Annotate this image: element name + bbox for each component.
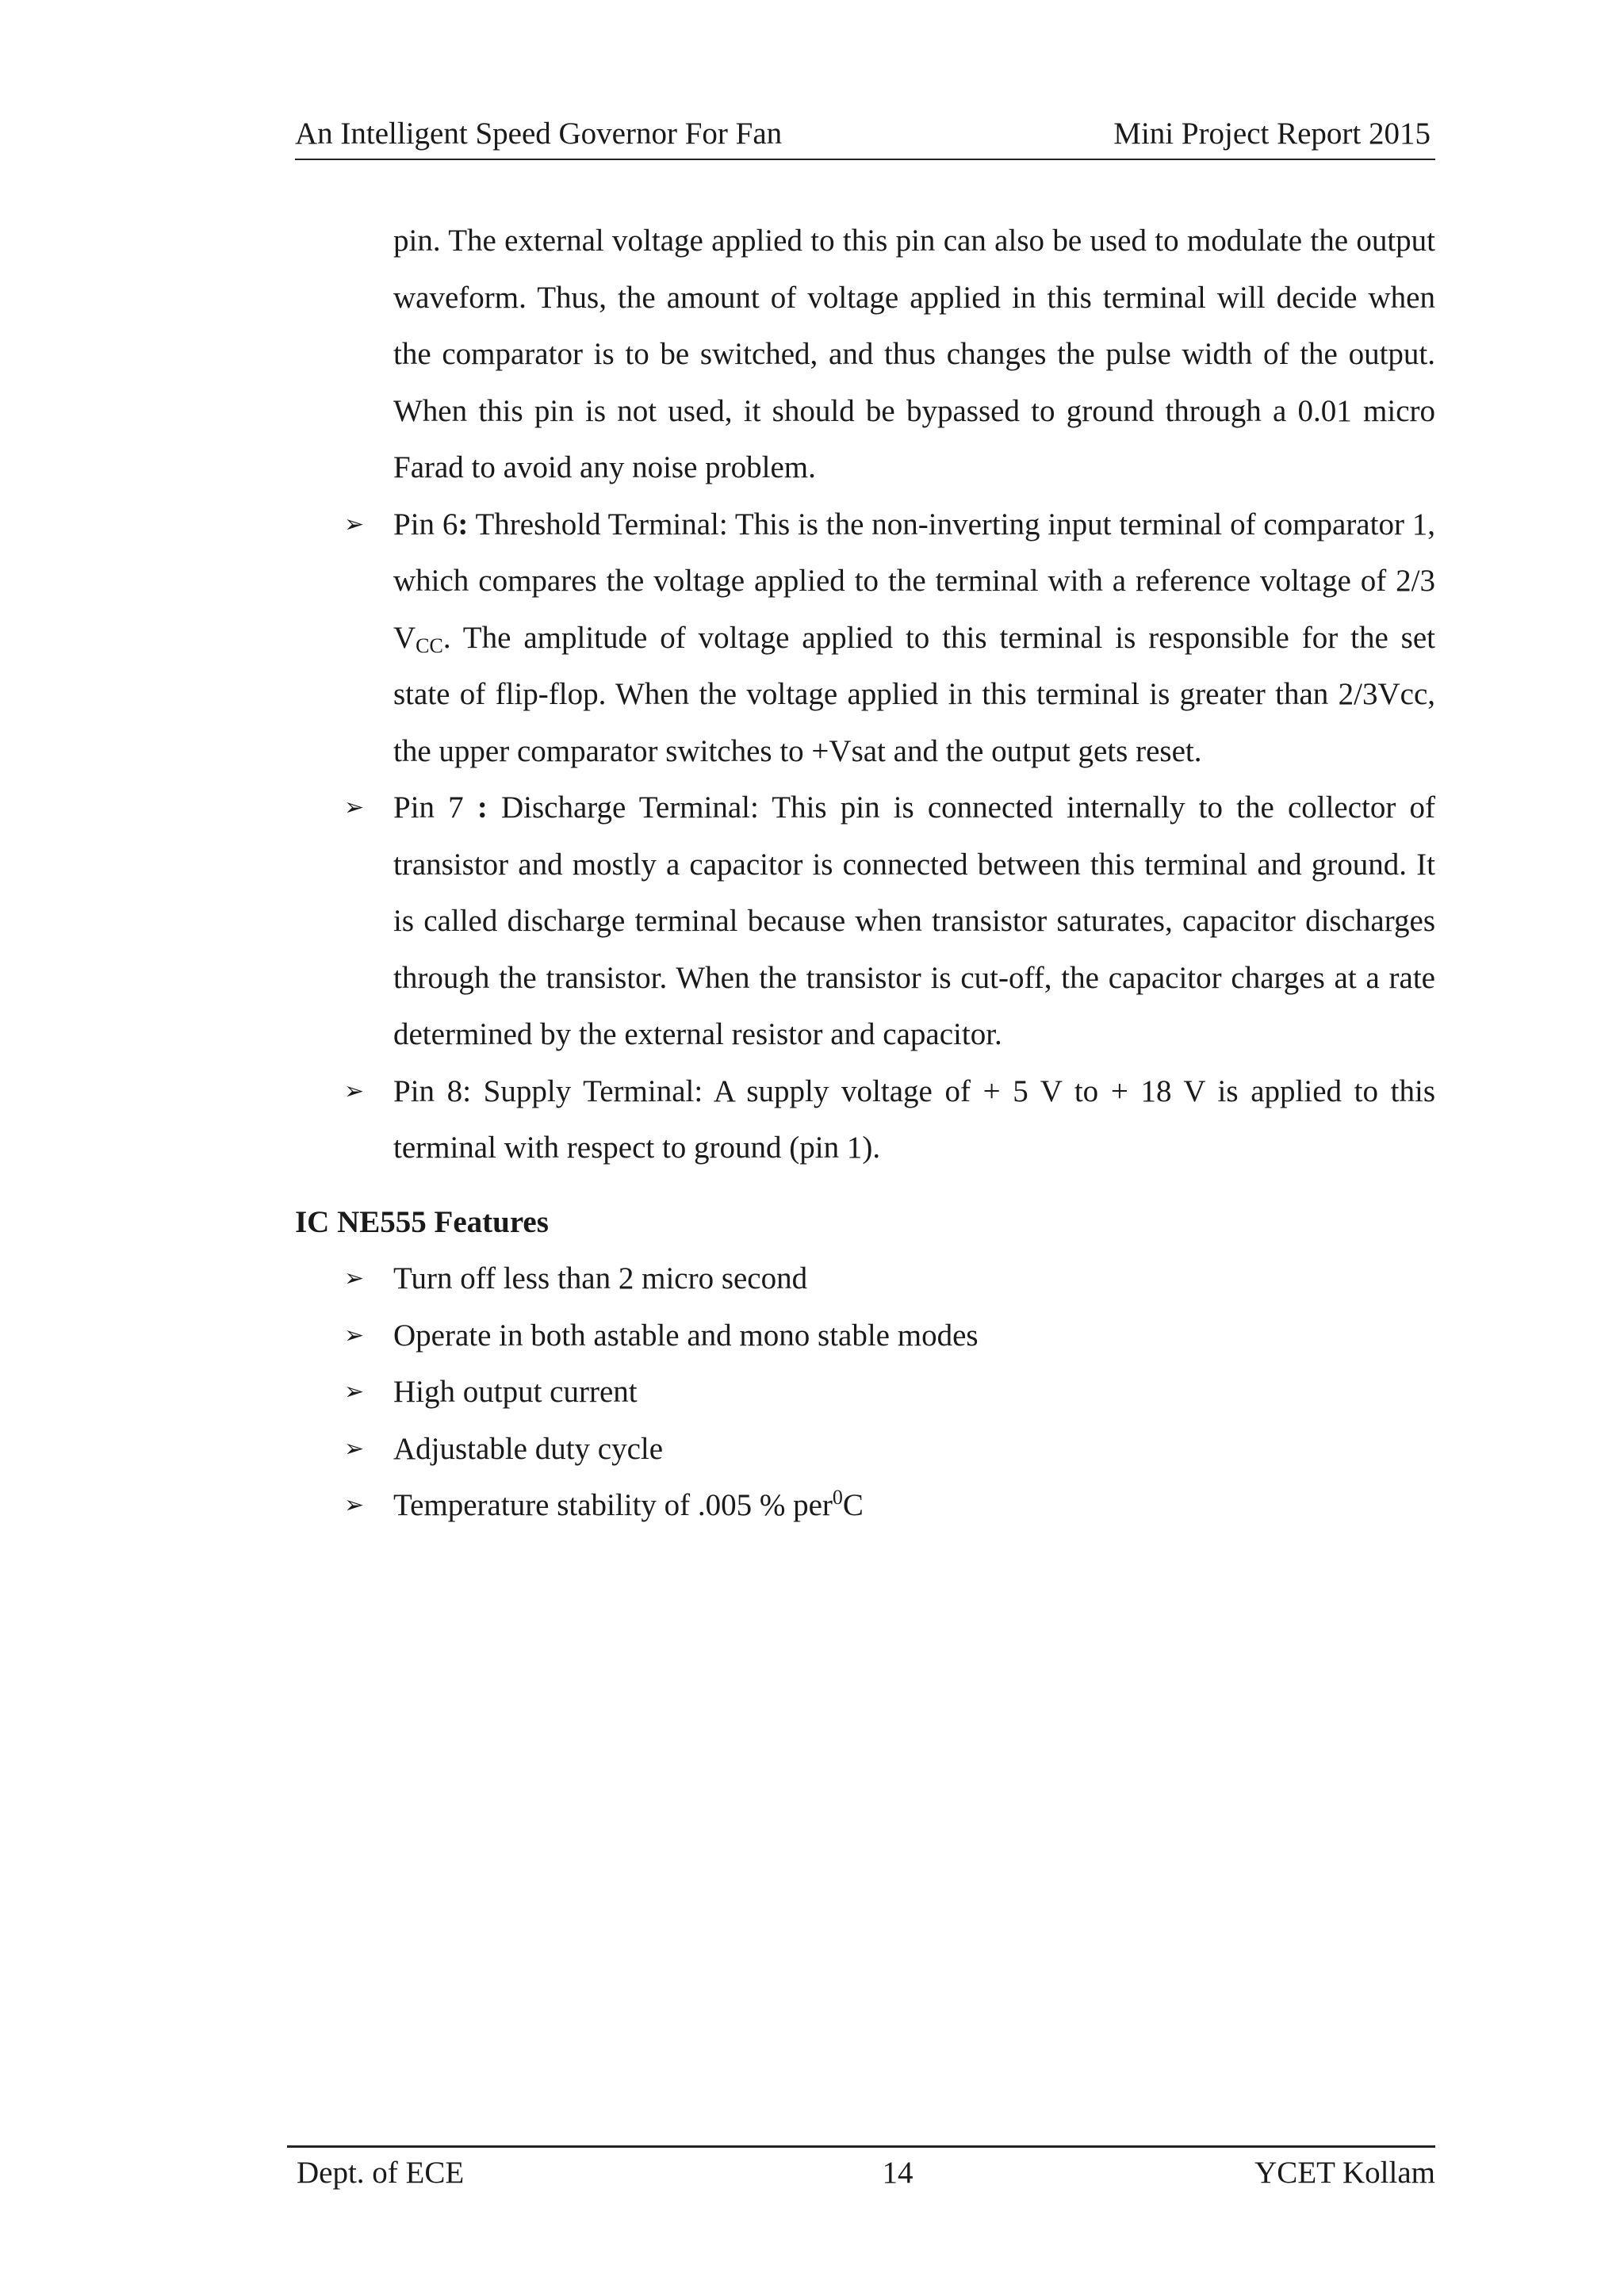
pin-6-text-b: . The amplitude of voltage applied to this terminal is responsible for the set state of flip-flop. When the voltage applied in this terminal is greater than 2/3Vcc, the upper comparator switches to +Vsat and the output gets reset. (393, 620, 1435, 768)
feature-item (295, 1250, 1435, 1307)
pin-8-item (295, 1063, 1435, 1177)
feature-text: Adjustable duty cycle (393, 1431, 664, 1466)
header-report: Mini Project Report 2015 (1113, 117, 1431, 151)
pin-8-label: Pin 8 (393, 1073, 463, 1108)
pin-6-colon: : (458, 507, 469, 541)
arrow-bullet-icon: ➢ (344, 1491, 365, 1519)
pin-7-label: Pin 7 (393, 790, 477, 825)
arrow-bullet-icon: ➢ (344, 1378, 365, 1406)
footer-department: Dept. of ECE (297, 2156, 465, 2190)
features-heading: IC NE555 Features (295, 1204, 549, 1239)
feature-item (295, 1364, 1435, 1421)
footer-college: YCET Kollam (1254, 2156, 1435, 2190)
pin-6-item (295, 496, 1435, 780)
feature-unit: C (842, 1488, 864, 1522)
pin-7-text: Discharge Terminal: This pin is connected internally to the collector of transistor and mostly a capacitor is connected between this terminal and ground. It is called discharge terminal because when transistor saturates, capacitor discharges through the transistor. When the transistor is cut-off, the capacitor charges at a rate determined by the external resistor and capacitor. (393, 790, 1435, 1051)
pin-6-label: Pin 6 (393, 507, 458, 541)
page-body (295, 212, 1435, 1534)
arrow-bullet-icon: ➢ (344, 1265, 365, 1292)
header-title: An Intelligent Speed Governor For Fan (295, 117, 783, 151)
page-footer (287, 2145, 1435, 2195)
feature-text: Temperature stability of .005 % per (393, 1488, 833, 1522)
pin-7-item (295, 779, 1435, 1063)
page-header (295, 116, 1435, 160)
feature-item-temperature (295, 1477, 1435, 1534)
intro-paragraph: pin. The external voltage applied to this pin can also be used to modulate the output waveform. Thus, the amount of voltage applied in this terminal will decide when the comparator is to be switched, and thus changes the pulse width of the output. When this pin is not used, it should be bypassed to ground through a 0.01 micro Farad to avoid any noise problem. (393, 224, 1435, 484)
arrow-bullet-icon: ➢ (344, 1321, 365, 1349)
feature-text: Operate in both astable and mono stable modes (393, 1318, 979, 1353)
arrow-bullet-icon: ➢ (344, 1434, 365, 1463)
pin-8-text: : Supply Terminal: A supply voltage of + 5 V to + 18 V is applied to this terminal with respect to ground (pin 1). (393, 1073, 1435, 1165)
pin-6-subscript: CC (416, 633, 443, 657)
feature-item (295, 1421, 1435, 1478)
page-number: 14 (882, 2156, 914, 2190)
arrow-bullet-icon: ➢ (344, 1077, 365, 1105)
degree-superscript: 0 (832, 1486, 843, 1509)
feature-text: High output current (393, 1375, 638, 1409)
pin-7-colon: : (477, 790, 488, 825)
pin-6-text-a: Threshold Terminal: This is the non-inverting input terminal of comparator 1, which compares the voltage applied to the terminal with a reference voltage of 2/3 V (393, 507, 1435, 655)
arrow-bullet-icon: ➢ (344, 794, 365, 821)
arrow-bullet-icon: ➢ (344, 510, 365, 538)
feature-item (295, 1307, 1435, 1364)
feature-text: Turn off less than 2 micro second (393, 1261, 808, 1295)
